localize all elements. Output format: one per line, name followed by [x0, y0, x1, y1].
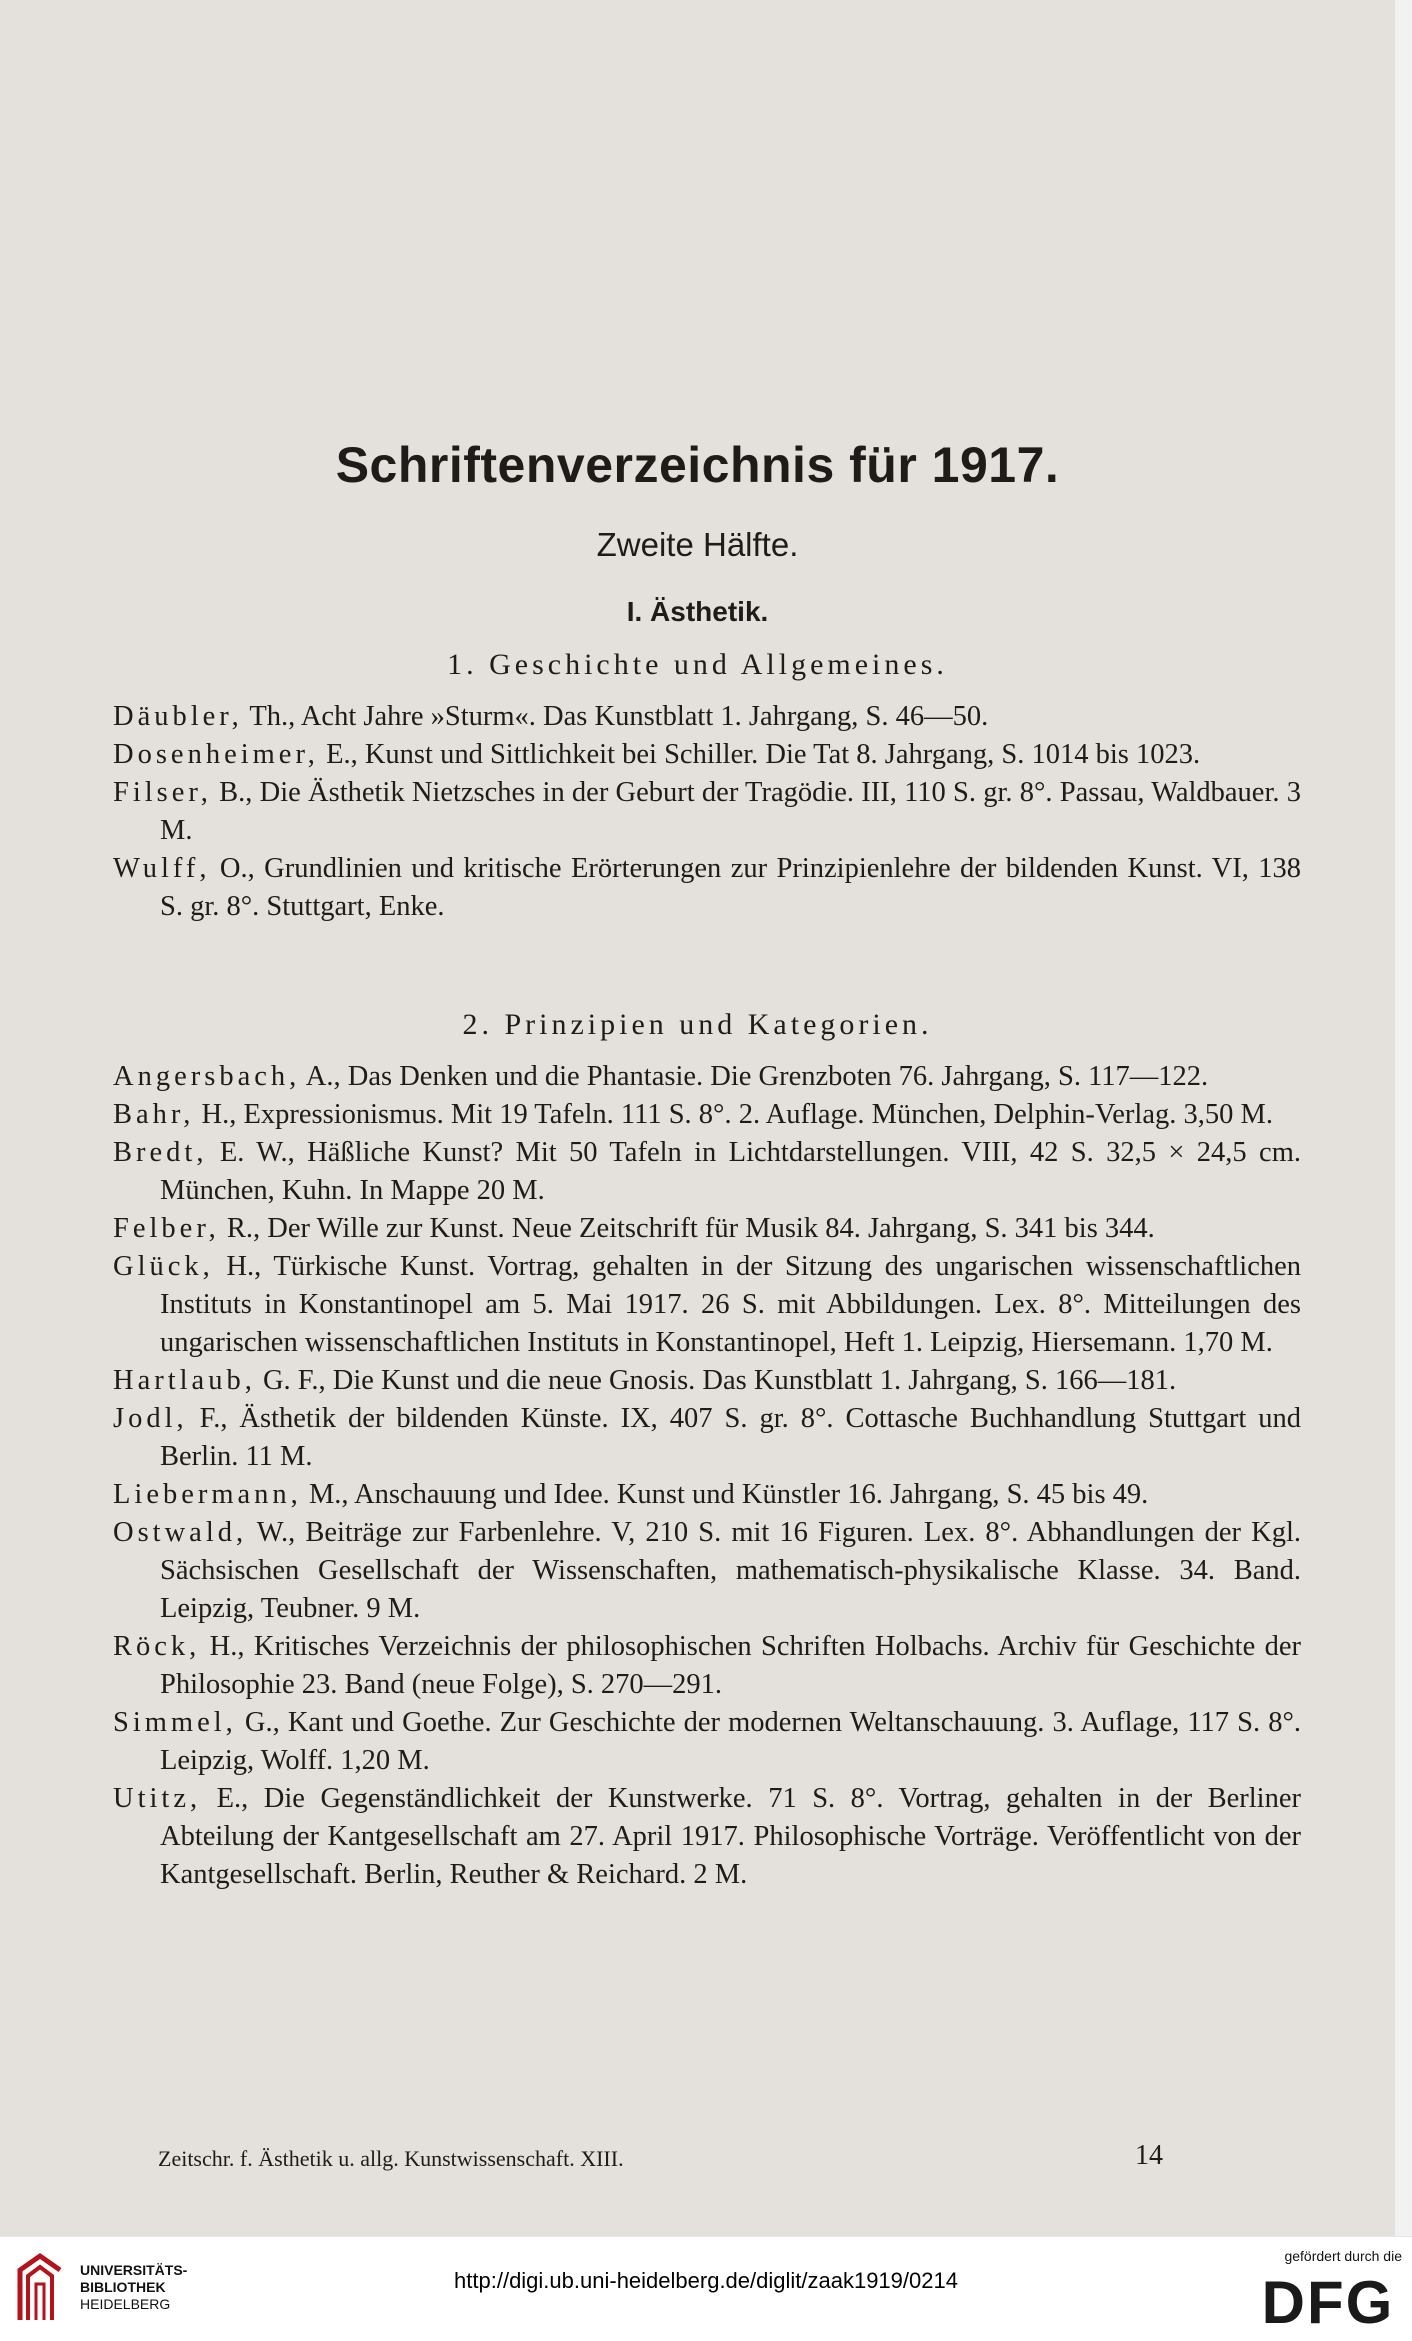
- entry-text: E., Die Gegenständlichkeit der Kunstwerke. 71 S. 8°. Vortrag, gehalten in der Berliner Abteilung der Kantgesellschaft am 27. April 1917. Philosophische Vorträge. Veröffentlicht von der Kantgesellschaft. Berlin, Reuther & Reichard. 2 M.: [160, 1783, 1301, 1890]
- bibliography-entry: [113, 1780, 1301, 1894]
- entry-author: Simmel,: [113, 1707, 237, 1738]
- entry-text: G., Kant und Goethe. Zur Geschichte der modernen Weltanschauung. 3. Auflage, 117 S. 8°. Leipzig, Wolff. 1,20 M.: [160, 1707, 1301, 1776]
- entry-author: Liebermann,: [113, 1479, 302, 1510]
- entry-text: F., Ästhetik der bildenden Künste. IX, 407 S. gr. 8°. Cottasche Buchhandlung Stuttgart und Berlin. 11 M.: [160, 1403, 1301, 1472]
- entry-text: H., Türkische Kunst. Vortrag, gehalten in der Sitzung des ungarischen wissenschaftlichen Instituts in Konstantinopel am 5. Mai 1917. 26 S. mit Abbildungen. Lex. 8°. Mitteilungen des ungarischen wissenschaftlichen Instituts in Konstantinopel, Heft 1. Leipzig, Hiersemann. 1,70 M.: [160, 1251, 1301, 1358]
- bibliography-entry: [113, 736, 1301, 774]
- dfg-logo-icon[interactable]: [1256, 2268, 1401, 2330]
- bibliography-entry: [113, 1210, 1301, 1248]
- entry-text: H., Kritisches Verzeichnis der philosophischen Schriften Holbachs. Archiv für Geschichte der Philosophie 23. Band (neue Folge), S. 270—291.: [160, 1631, 1301, 1700]
- entry-author: Ostwald,: [113, 1517, 248, 1548]
- library-line-2: BIBLIOTHEK: [80, 2279, 166, 2295]
- bibliography-entry: [113, 1362, 1301, 1400]
- entry-author: Filser,: [113, 777, 212, 808]
- document-title: Schriftenverzeichnis für 1917.: [335, 437, 1060, 493]
- entry-author: Wulff,: [113, 853, 211, 884]
- entry-author: Angersbach,: [113, 1061, 301, 1092]
- bibliography-entry: [113, 1248, 1301, 1362]
- bibliography-entry: [113, 1704, 1301, 1780]
- library-line-3: HEIDELBERG: [80, 2296, 171, 2312]
- entry-text: O., Grundlinien und kritische Erörterungen zur Prinzipienlehre der bildenden Kunst. VI, 138 S. gr. 8°. Stuttgart, Enke.: [160, 853, 1301, 922]
- subsection-heading-2: 2. Prinzipien und Kategorien.: [462, 1008, 933, 1041]
- bibliography-entry: [113, 1096, 1301, 1134]
- entry-author: Röck,: [113, 1631, 201, 1662]
- bibliography-entry: [113, 1514, 1301, 1628]
- entry-author: Bredt,: [113, 1137, 208, 1168]
- section-heading: I. Ästhetik.: [626, 596, 769, 627]
- bibliography-entry: [113, 698, 1301, 736]
- entry-author: Däubler,: [113, 701, 243, 732]
- entry-text: G. F., Die Kunst und die neue Gnosis. Das Kunstblatt 1. Jahrgang, S. 166—181.: [255, 1365, 1177, 1396]
- document-url-link[interactable]: http://digi.ub.uni-heidelberg.de/diglit/zaak1919/0214: [454, 2268, 958, 2293]
- bibliography-entry: [113, 1058, 1301, 1096]
- entry-author: Dosenheimer,: [113, 739, 319, 770]
- entry-text: E. W., Häßliche Kunst? Mit 50 Tafeln in Lichtdarstellungen. VIII, 42 S. 32,5 × 24,5 cm. München, Kuhn. In Mappe 20 M.: [160, 1137, 1301, 1206]
- page-edge: [1395, 0, 1412, 2236]
- funder-caption: gefördert durch die: [1284, 2248, 1402, 2264]
- bibliography-entry: [113, 1400, 1301, 1476]
- entry-text: H., Expressionismus. Mit 19 Tafeln. 111 S. 8°. 2. Auflage. München, Delphin-Verlag. 3,50 M.: [194, 1099, 1273, 1130]
- bibliography-entry: [113, 1476, 1301, 1514]
- entry-author: Felber,: [113, 1213, 220, 1244]
- journal-footer: Zeitschr. f. Ästhetik u. allg. Kunstwissenschaft. XIII.: [158, 2146, 624, 2171]
- document-subtitle: Zweite Hälfte.: [596, 526, 799, 563]
- bibliography-entry: [113, 1628, 1301, 1704]
- entry-author: Utitz,: [113, 1783, 202, 1814]
- entry-text: B., Die Ästhetik Nietzsches in der Geburt der Tragödie. III, 110 S. gr. 8°. Passau, Waldbauer. 3 M.: [160, 777, 1301, 846]
- entry-author: Hartlaub,: [113, 1365, 256, 1396]
- subsection-heading-1: 1. Geschichte und Allgemeines.: [447, 648, 948, 681]
- entry-text: Th., Acht Jahre »Sturm«. Das Kunstblatt 1. Jahrgang, S. 46—50.: [242, 701, 989, 732]
- bibliography-entry: [113, 850, 1301, 926]
- dfg-logo-text: DFG: [1261, 2269, 1395, 2330]
- library-line-1: UNIVERSITÄTS-: [80, 2262, 188, 2278]
- entry-list-1: [113, 698, 1301, 926]
- entry-text: M., Anschauung und Idee. Kunst und Künstler 16. Jahrgang, S. 45 bis 49.: [301, 1479, 1149, 1510]
- entry-author: Glück,: [113, 1251, 214, 1282]
- entry-author: Bahr,: [113, 1099, 195, 1130]
- bibliography-entry: [113, 1134, 1301, 1210]
- entry-text: W., Beiträge zur Farbenlehre. V, 210 S. mit 16 Figuren. Lex. 8°. Abhandlungen der Kgl. Sächsischen Gesellschaft der Wissenschaften, mathematisch-physikalische Klasse. 34. Band. Leipzig, Teubner. 9 M.: [160, 1517, 1301, 1624]
- bibliography-entry: [113, 774, 1301, 850]
- entry-list-2: [113, 1058, 1301, 1894]
- entry-text: E., Kunst und Sittlichkeit bei Schiller. Die Tat 8. Jahrgang, S. 1014 bis 1023.: [318, 739, 1201, 770]
- entry-text: R., Der Wille zur Kunst. Neue Zeitschrift für Musik 84. Jahrgang, S. 341 bis 344.: [219, 1213, 1155, 1244]
- entry-author: Jodl,: [113, 1403, 188, 1434]
- page-number: 14: [1135, 2140, 1163, 2171]
- entry-text: A., Das Denken und die Phantasie. Die Grenzboten 76. Jahrgang, S. 117—122.: [300, 1061, 1209, 1092]
